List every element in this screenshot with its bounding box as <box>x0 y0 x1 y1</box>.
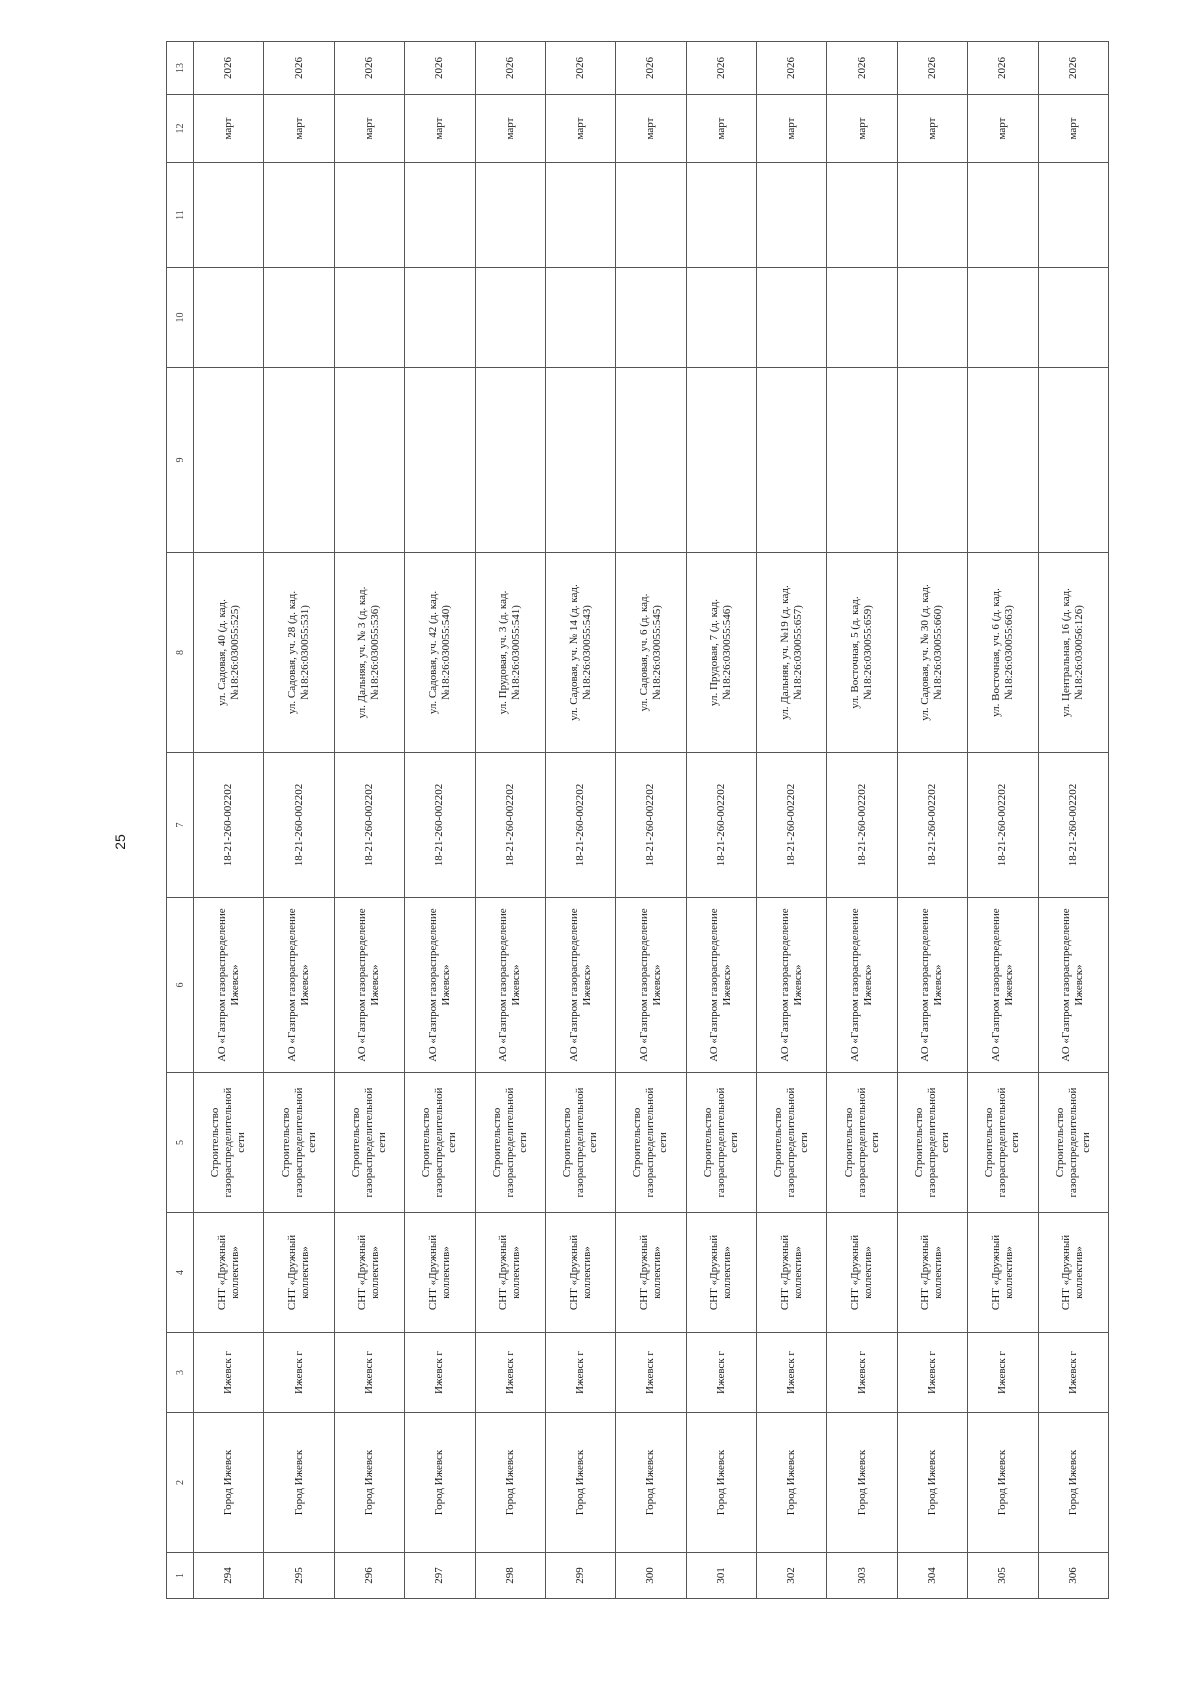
row-number-cell: 299 <box>545 1553 615 1599</box>
organization-cell: АО «Газпром газораспределение Ижевск» <box>686 898 756 1073</box>
row-number-cell: 295 <box>264 1553 334 1599</box>
work-type-cell: Строительство газораспределительной сети <box>968 1073 1038 1213</box>
table-row <box>264 42 334 1599</box>
work-type-cell: Строительство газораспределительной сети <box>545 1073 615 1213</box>
municipality-cell: Город Ижевск <box>968 1413 1038 1553</box>
row-number-cell: 306 <box>1038 1553 1109 1599</box>
address-cell: ул. Прудовая, 7 (д. кад.№18:26:030055:546) <box>686 553 756 753</box>
object-name-cell: СНТ «Дружный коллектив» <box>405 1213 475 1333</box>
column-9-cell <box>827 368 897 553</box>
organization-cell: АО «Газпром газораспределение Ижевск» <box>334 898 404 1073</box>
column-11-cell <box>827 163 897 268</box>
column-11-cell <box>264 163 334 268</box>
organization-cell: АО «Газпром газораспределение Ижевск» <box>194 898 264 1073</box>
table-row <box>757 42 827 1599</box>
object-name-cell: СНТ «Дружный коллектив» <box>968 1213 1038 1333</box>
object-name-cell: СНТ «Дружный коллектив» <box>616 1213 686 1333</box>
work-type-cell: Строительство газораспределительной сети <box>334 1073 404 1213</box>
municipality-cell: Город Ижевск <box>686 1413 756 1553</box>
year-cell: 2026 <box>264 42 334 95</box>
month-cell: март <box>757 95 827 163</box>
work-type-cell: Строительство газораспределительной сети <box>616 1073 686 1213</box>
settlement-cell: Ижевск г <box>264 1333 334 1413</box>
municipality-cell: Город Ижевск <box>897 1413 967 1553</box>
column-11-cell <box>475 163 545 268</box>
organization-cell: АО «Газпром газораспределение Ижевск» <box>264 898 334 1073</box>
settlement-cell: Ижевск г <box>827 1333 897 1413</box>
municipality-cell: Город Ижевск <box>475 1413 545 1553</box>
month-cell: март <box>686 95 756 163</box>
registry-code-cell: 18-21-260-002202 <box>264 753 334 898</box>
address-cell: ул. Садовая, 40 (д. кад.№18:26:030055:525) <box>194 553 264 753</box>
column-10-cell <box>334 268 404 368</box>
registry-code-cell: 18-21-260-002202 <box>405 753 475 898</box>
address-cell: ул. Садовая, уч. № 30 (д. кад.№18:26:030055:660) <box>897 553 967 753</box>
address-cell: ул. Садовая, уч. 6 (д. кад.№18:26:030055:545) <box>616 553 686 753</box>
column-9-cell <box>545 368 615 553</box>
row-number-cell: 297 <box>405 1553 475 1599</box>
column-10-cell <box>405 268 475 368</box>
settlement-cell: Ижевск г <box>405 1333 475 1413</box>
settlement-cell: Ижевск г <box>475 1333 545 1413</box>
settlement-cell: Ижевск г <box>545 1333 615 1413</box>
month-cell: март <box>545 95 615 163</box>
year-cell: 2026 <box>616 42 686 95</box>
month-cell: март <box>475 95 545 163</box>
column-9-cell <box>616 368 686 553</box>
registry-code-cell: 18-21-260-002202 <box>616 753 686 898</box>
column-11-cell <box>616 163 686 268</box>
column-10-cell <box>194 268 264 368</box>
object-name-cell: СНТ «Дружный коллектив» <box>757 1213 827 1333</box>
settlement-cell: Ижевск г <box>1038 1333 1109 1413</box>
column-9-cell <box>1038 368 1109 553</box>
object-name-cell: СНТ «Дружный коллектив» <box>686 1213 756 1333</box>
column-9-cell <box>968 368 1038 553</box>
month-cell: март <box>264 95 334 163</box>
work-type-cell: Строительство газораспределительной сети <box>827 1073 897 1213</box>
column-11-cell <box>757 163 827 268</box>
row-number-cell: 296 <box>334 1553 404 1599</box>
settlement-cell: Ижевск г <box>616 1333 686 1413</box>
month-cell: март <box>405 95 475 163</box>
object-name-cell: СНТ «Дружный коллектив» <box>545 1213 615 1333</box>
column-11-cell <box>405 163 475 268</box>
row-number-cell: 300 <box>616 1553 686 1599</box>
column-11-cell <box>897 163 967 268</box>
settlement-cell: Ижевск г <box>686 1333 756 1413</box>
settlement-cell: Ижевск г <box>757 1333 827 1413</box>
municipality-cell: Город Ижевск <box>194 1413 264 1553</box>
column-10-cell <box>264 268 334 368</box>
column-10-cell <box>686 268 756 368</box>
column-header: 1 <box>167 1553 194 1599</box>
column-9-cell <box>475 368 545 553</box>
work-type-cell: Строительство газораспределительной сети <box>264 1073 334 1213</box>
work-type-cell: Строительство газораспределительной сети <box>757 1073 827 1213</box>
column-header: 8 <box>167 553 194 753</box>
municipality-cell: Город Ижевск <box>334 1413 404 1553</box>
table-row <box>1038 42 1109 1599</box>
organization-cell: АО «Газпром газораспределение Ижевск» <box>545 898 615 1073</box>
column-10-cell <box>1038 268 1109 368</box>
municipality-cell: Город Ижевск <box>545 1413 615 1553</box>
organization-cell: АО «Газпром газораспределение Ижевск» <box>405 898 475 1073</box>
year-cell: 2026 <box>968 42 1038 95</box>
month-cell: март <box>334 95 404 163</box>
address-cell: ул. Восточная, 5 (д. кад.№18:26:030055:659) <box>827 553 897 753</box>
registry-code-cell: 18-21-260-002202 <box>827 753 897 898</box>
column-10-cell <box>897 268 967 368</box>
object-name-cell: СНТ «Дружный коллектив» <box>897 1213 967 1333</box>
row-number-cell: 301 <box>686 1553 756 1599</box>
organization-cell: АО «Газпром газораспределение Ижевск» <box>1038 898 1109 1073</box>
organization-cell: АО «Газпром газораспределение Ижевск» <box>616 898 686 1073</box>
table-row <box>827 42 897 1599</box>
address-cell: ул. Прудовая, уч. 3 (д. кад.№18:26:030055:541) <box>475 553 545 753</box>
column-11-cell <box>968 163 1038 268</box>
address-cell: ул. Садовая, уч. № 14 (д. кад.№18:26:030055:543) <box>545 553 615 753</box>
registry-code-cell: 18-21-260-002202 <box>194 753 264 898</box>
municipality-cell: Город Ижевск <box>827 1413 897 1553</box>
object-name-cell: СНТ «Дружный коллектив» <box>1038 1213 1109 1333</box>
column-header: 10 <box>167 268 194 368</box>
column-header: 9 <box>167 368 194 553</box>
row-number-cell: 294 <box>194 1553 264 1599</box>
column-10-cell <box>827 268 897 368</box>
registry-code-cell: 18-21-260-002202 <box>968 753 1038 898</box>
column-11-cell <box>545 163 615 268</box>
row-number-cell: 305 <box>968 1553 1038 1599</box>
column-header: 13 <box>167 42 194 95</box>
column-9-cell <box>686 368 756 553</box>
column-9-cell <box>405 368 475 553</box>
column-header: 12 <box>167 95 194 163</box>
address-cell: ул. Дальняя, уч. №19 (д. кад.№18:26:030055:657) <box>757 553 827 753</box>
municipality-cell: Город Ижевск <box>757 1413 827 1553</box>
column-10-cell <box>616 268 686 368</box>
year-cell: 2026 <box>475 42 545 95</box>
month-cell: март <box>194 95 264 163</box>
year-cell: 2026 <box>827 42 897 95</box>
column-9-cell <box>897 368 967 553</box>
table-row <box>545 42 615 1599</box>
row-number-cell: 298 <box>475 1553 545 1599</box>
column-11-cell <box>334 163 404 268</box>
settlement-cell: Ижевск г <box>194 1333 264 1413</box>
column-header: 11 <box>167 163 194 268</box>
object-name-cell: СНТ «Дружный коллектив» <box>475 1213 545 1333</box>
work-type-cell: Строительство газораспределительной сети <box>897 1073 967 1213</box>
column-9-cell <box>194 368 264 553</box>
object-name-cell: СНТ «Дружный коллектив» <box>264 1213 334 1333</box>
column-10-cell <box>968 268 1038 368</box>
year-cell: 2026 <box>1038 42 1109 95</box>
object-name-cell: СНТ «Дружный коллектив» <box>194 1213 264 1333</box>
work-type-cell: Строительство газораспределительной сети <box>1038 1073 1109 1213</box>
work-type-cell: Строительство газораспределительной сети <box>194 1073 264 1213</box>
organization-cell: АО «Газпром газораспределение Ижевск» <box>968 898 1038 1073</box>
row-number-cell: 303 <box>827 1553 897 1599</box>
registry-code-cell: 18-21-260-002202 <box>334 753 404 898</box>
table-body <box>194 42 1109 1599</box>
address-cell: ул. Дальняя, уч. № 3 (д. кад.№18:26:030055:536) <box>334 553 404 753</box>
organization-cell: АО «Газпром газораспределение Ижевск» <box>827 898 897 1073</box>
object-name-cell: СНТ «Дружный коллектив» <box>334 1213 404 1333</box>
table-row <box>194 42 264 1599</box>
settlement-cell: Ижевск г <box>968 1333 1038 1413</box>
page-number: 25 <box>112 834 128 850</box>
registry-code-cell: 18-21-260-002202 <box>757 753 827 898</box>
object-name-cell: СНТ «Дружный коллектив» <box>827 1213 897 1333</box>
column-9-cell <box>264 368 334 553</box>
registry-code-cell: 18-21-260-002202 <box>897 753 967 898</box>
address-cell: ул. Садовая, уч. 42 (д. кад.№18:26:030055:540) <box>405 553 475 753</box>
work-type-cell: Строительство газораспределительной сети <box>686 1073 756 1213</box>
address-cell: ул. Восточная, уч. 6 (д. кад.№18:26:030055:663) <box>968 553 1038 753</box>
registry-code-cell: 18-21-260-002202 <box>1038 753 1109 898</box>
row-number-cell: 304 <box>897 1553 967 1599</box>
registry-table <box>166 41 1109 1599</box>
work-type-cell: Строительство газораспределительной сети <box>405 1073 475 1213</box>
month-cell: март <box>827 95 897 163</box>
address-cell: ул. Центральная, 16 (д. кад.№18:26:030056:126) <box>1038 553 1109 753</box>
settlement-cell: Ижевск г <box>897 1333 967 1413</box>
year-cell: 2026 <box>757 42 827 95</box>
year-cell: 2026 <box>897 42 967 95</box>
column-9-cell <box>334 368 404 553</box>
municipality-cell: Город Ижевск <box>616 1413 686 1553</box>
month-cell: март <box>968 95 1038 163</box>
organization-cell: АО «Газпром газораспределение Ижевск» <box>897 898 967 1073</box>
month-cell: март <box>897 95 967 163</box>
column-header: 5 <box>167 1073 194 1213</box>
registry-code-cell: 18-21-260-002202 <box>545 753 615 898</box>
column-10-cell <box>757 268 827 368</box>
column-11-cell <box>1038 163 1109 268</box>
table-row <box>475 42 545 1599</box>
year-cell: 2026 <box>686 42 756 95</box>
column-11-cell <box>686 163 756 268</box>
table-row <box>405 42 475 1599</box>
municipality-cell: Город Ижевск <box>1038 1413 1109 1553</box>
year-cell: 2026 <box>405 42 475 95</box>
organization-cell: АО «Газпром газораспределение Ижевск» <box>475 898 545 1073</box>
year-cell: 2026 <box>545 42 615 95</box>
column-11-cell <box>194 163 264 268</box>
month-cell: март <box>616 95 686 163</box>
year-cell: 2026 <box>194 42 264 95</box>
column-10-cell <box>545 268 615 368</box>
table-row <box>334 42 404 1599</box>
column-header: 3 <box>167 1333 194 1413</box>
table-row <box>616 42 686 1599</box>
header-row <box>167 42 194 1599</box>
column-header: 4 <box>167 1213 194 1333</box>
column-header: 2 <box>167 1413 194 1553</box>
row-number-cell: 302 <box>757 1553 827 1599</box>
work-type-cell: Строительство газораспределительной сети <box>475 1073 545 1213</box>
year-cell: 2026 <box>334 42 404 95</box>
column-header: 6 <box>167 898 194 1073</box>
month-cell: март <box>1038 95 1109 163</box>
table-row <box>897 42 967 1599</box>
registry-code-cell: 18-21-260-002202 <box>475 753 545 898</box>
rotated-table-container <box>166 57 1109 1599</box>
address-cell: ул. Садовая, уч. 28 (д. кад.№18:26:030055:531) <box>264 553 334 753</box>
column-9-cell <box>757 368 827 553</box>
registry-code-cell: 18-21-260-002202 <box>686 753 756 898</box>
municipality-cell: Город Ижевск <box>264 1413 334 1553</box>
table-row <box>686 42 756 1599</box>
table-row <box>968 42 1038 1599</box>
organization-cell: АО «Газпром газораспределение Ижевск» <box>757 898 827 1073</box>
column-header: 7 <box>167 753 194 898</box>
municipality-cell: Город Ижевск <box>405 1413 475 1553</box>
settlement-cell: Ижевск г <box>334 1333 404 1413</box>
column-10-cell <box>475 268 545 368</box>
